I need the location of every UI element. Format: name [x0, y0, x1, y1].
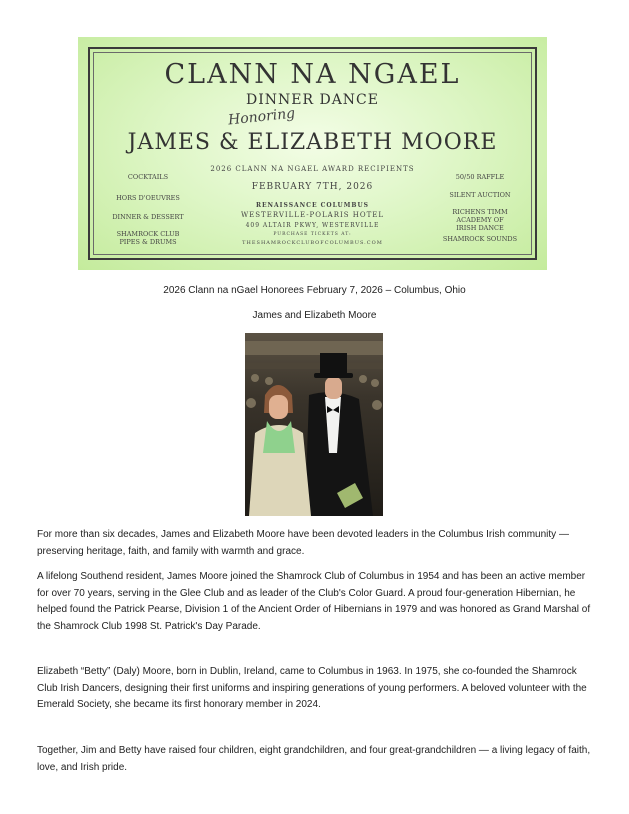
banner-url: THESHAMROCKCLUBOFCOLUMBUS.COM	[242, 240, 383, 246]
honorees-photo	[245, 333, 383, 516]
banner-title: CLANN NA NGAEL	[164, 59, 461, 90]
event-banner	[78, 37, 547, 270]
banner-address: 409 ALTAIR PKWY, WESTERVILLE	[245, 222, 380, 229]
banner-left-item: SHAMROCK CLUB	[116, 230, 180, 238]
banner-right-item: RICHENS TIMM	[452, 208, 508, 216]
banner-left-item: COCKTAILS	[127, 173, 169, 181]
photo-caption-names: James and Elizabeth Moore	[252, 310, 377, 321]
banner-left-item: DINNER & DESSERT	[112, 213, 184, 221]
banner-right-item: SHAMROCK SOUNDS	[442, 235, 518, 243]
banner-venue-line1: RENAISSANCE COLUMBUS	[255, 202, 370, 209]
paragraph-james: A lifelong Southend resident, James Moore joined the Shamrock Club of Columbus in 1954 and has been an active member for over 70 years, serving in the Glee Club and as leader of the Club's Color Guard. A proud four-generation Hibernian, he helped found the Patrick Pearse, Division 1 of the Ancient Order of Hibernians in 1979 and was honored as Grand Marshal of the Shamrock Club 1998 St. Patrick's Day Parade.	[37, 571, 591, 632]
banner-right-list	[440, 173, 520, 253]
banner-right-item: SILENT AUCTION	[449, 191, 511, 199]
photo-caption-event: 2026 Clann na nGael Honorees February 7, 2026 – Columbus, Ohio	[163, 285, 466, 296]
paragraph-intro: For more than six decades, James and Elizabeth Moore have been devoted leaders in the Columbus Irish community — preserving heritage, faith, and family with warmth and grace.	[37, 529, 569, 557]
banner-left-item: HORS D'OEUVRES	[116, 194, 180, 202]
banner-honorees: JAMES & ELIZABETH MOORE	[127, 130, 498, 155]
banner-right-item: ACADEMY OF	[456, 216, 504, 224]
banner-award: 2026 CLANN NA NGAEL AWARD RECIPIENTS	[210, 165, 415, 173]
paragraph-legacy: Together, Jim and Betty have raised four children, eight grandchildren, and four great-grandchildren — a living legacy of faith, love, and Irish pride.	[37, 745, 591, 773]
banner-date: FEBRUARY 7TH, 2026	[251, 182, 374, 192]
honorees-photo-illustration	[245, 333, 383, 516]
banner-venue-line2: WESTERVILLE-POLARIS HOTEL	[240, 211, 385, 219]
banner-left-list	[108, 173, 188, 253]
paragraph-elizabeth: Elizabeth “Betty” (Daly) Moore, born in Dublin, Ireland, came to Columbus in 1963. In 1975, she co-founded the Shamrock Club Irish Dancers, designing their first uniforms and inspiring generations of young performers. A beloved volunteer with the Emerald Society, she became its first honorary member in 2024.	[37, 666, 587, 711]
banner-subtitle: DINNER DANCE	[246, 92, 379, 108]
banner-right-item: 50/50 RAFFLE	[455, 173, 505, 181]
banner-purchase-label: PURCHASE TICKETS AT:	[273, 232, 352, 237]
banner-honoring-script: Honoring	[227, 105, 296, 129]
banner-right-item: IRISH DANCE	[456, 224, 504, 232]
banner-left-item: PIPES & DRUMS	[119, 238, 177, 246]
